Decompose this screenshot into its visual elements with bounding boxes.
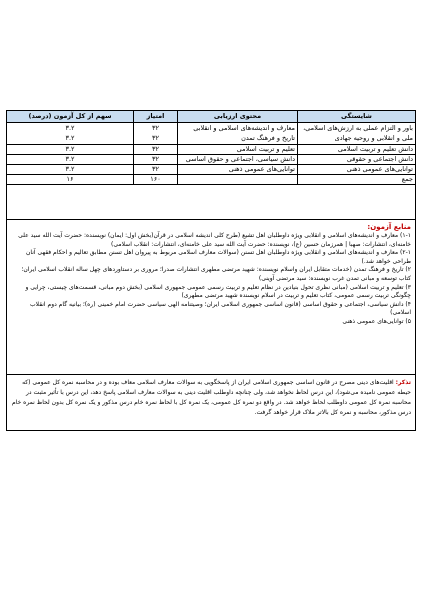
cell-points [133,123,177,144]
total-percent: ۱۶ [66,175,74,183]
table-row [7,123,415,145]
header-content: محتوی ارزیابی [177,111,297,122]
exam-note [6,375,416,431]
note-label: تذکر: [395,379,411,386]
source-item: ۴) دانش سیاسی، اجتماعی و حقوق اساسی (قانون اساسی جمهوری اسلامی ایران؛ وصیتنامه الهی سیاسی حضرت امام خمینی (ره)؛ بیانیه گام دوم انقلاب اسلامی) [29,300,411,317]
competency-table [6,110,416,220]
table-row [7,165,415,175]
cell-points: ۳۲ [133,155,177,164]
cell-competency: توانایی‌های عمومی ذهنی [297,165,415,174]
cell-content: دانش سیاسی، اجتماعی و حقوق اساسی [177,155,297,164]
header-competency: شایستگی [297,111,415,122]
cell-content-line: معارف و اندیشه‌های اسلامی و انقلابی [193,124,295,132]
total-label: جمع [297,175,415,184]
cell-points-line: ۳۲ [152,124,159,132]
table-total-row [7,175,415,185]
cell-share-line: ۳.۲ [65,124,75,132]
source-item: ۲-۱) معارف و اندیشه‌های اسلامی و انقلابی ویژه داوطلبان اهل تسنن (سوالات معارف اسلامی مربوط به پیروان اهل تسنن مطابق تعالیم و احکام فقهی آنان طراحی خواهد شد.) [25,249,411,265]
cell-points: ۳۲ [133,165,177,174]
cell-share: ۳.۲ [65,165,75,173]
header-share: سهم از کل آزمون (درصد) [28,112,112,120]
source-item: ۱-۱) معارف و اندیشه‌های اسلامی و انقلابی ویژه داوطلبان اهل تشیع (طرح کلی اندیشه اسلامی در قرآن(بخش اول: ایمان) نویسنده: حضرت آیت الله سید علی خامنه‌ای، انتشارات: صهبا | همرزمان حسین (ع)، نویسنده: حضرت آیت الله سید علی خامنه‌ای، انتشارات: انقلاب اسلامی) [18,232,411,248]
source-item: ۵) توانایی‌های عمومی ذهنی [342,317,411,325]
cell-content [177,123,297,144]
table-header-row [7,111,415,123]
total-content [177,175,297,184]
cell-content: تعلیم و تربیت اسلامی [177,145,297,154]
cell-content-line: تاریخ و فرهنگ تمدن [241,134,295,142]
cell-share-line: ۳.۲ [65,134,75,142]
cell-competency: دانش اجتماعی و حقوقی [297,155,415,164]
exam-sources [6,220,416,375]
cell-competency: دانش تعلیم و تربیت اسلامی [297,145,415,154]
table-row [7,155,415,165]
total-points: ۱۶۰ [133,175,177,184]
table-row [7,145,415,155]
cell-points: ۳۲ [133,145,177,154]
cell-content: توانایی‌های عمومی ذهنی [177,165,297,174]
sources-title: منابع آزمون: [367,223,411,231]
header-points: امتیاز [133,111,177,122]
source-item: ۲) تاریخ و فرهنگ تمدن (خدمات متقابل ایران واسلام نویسنده: شهید مرتضی مطهری انتشارات صدرا؛ مروری بر دستاوردهای چهل ساله انقلاب اسلامی ایران؛ کتاب توسعه و مبانی تمدن غرب نویسنده: سید مرتضی آوینی) [21,266,411,282]
cell-competency: باور و التزام عملی به ارزش‌های اسلامی، ملی و انقلابی و روحیه جهادی [297,123,415,144]
cell-share: ۳.۲ [65,145,75,153]
source-item: ۳) تعلیم و تربیت اسلامی (مبانی نظری تحول بنیادین در نظام تعلیم و تربیت رسمی عمومی جمهوری اسلامی (بخش دوم مبانی، قسمت‌های چیستی، چرایی و چگونگی تربیت رسمی عمومی، کتاب تعلیم و تربیت در اسلام نویسنده شهید مرتضی مطهری) [25,283,411,300]
note-text: اقلیت‌های دینی مصرح در قانون اساسی جمهوری اسلامی ایران از پاسخگویی به سوالات معارف اسلامی معاف بوده و در محاسبه نمره کل عمومی (که حیطه عمومی نامیده می‌شود)، این درس لحاظ نخواهد شد، ولی چنانچه داوطلب اقلیت دینی به سوالات معارف اسلامی پاسخ دهد، این درس با تأثیر مثبت در محاسبه نمره کل عمومی داوطلب لحاظ خواهد شد. در واقع دو نمره کل عمومی، یک نمره کل با لحاظ نمره خام درس مذکور و یک نمره کل بدون لحاظ نمره خام درس مذکور، محاسبه و نمره کل بالاتر ملاک قرار خواهد گرفت. [12,379,411,416]
cell-points-line: ۳۲ [152,134,159,142]
cell-share [7,123,133,144]
note-paragraph [11,378,411,418]
cell-share: ۳.۲ [65,155,75,163]
